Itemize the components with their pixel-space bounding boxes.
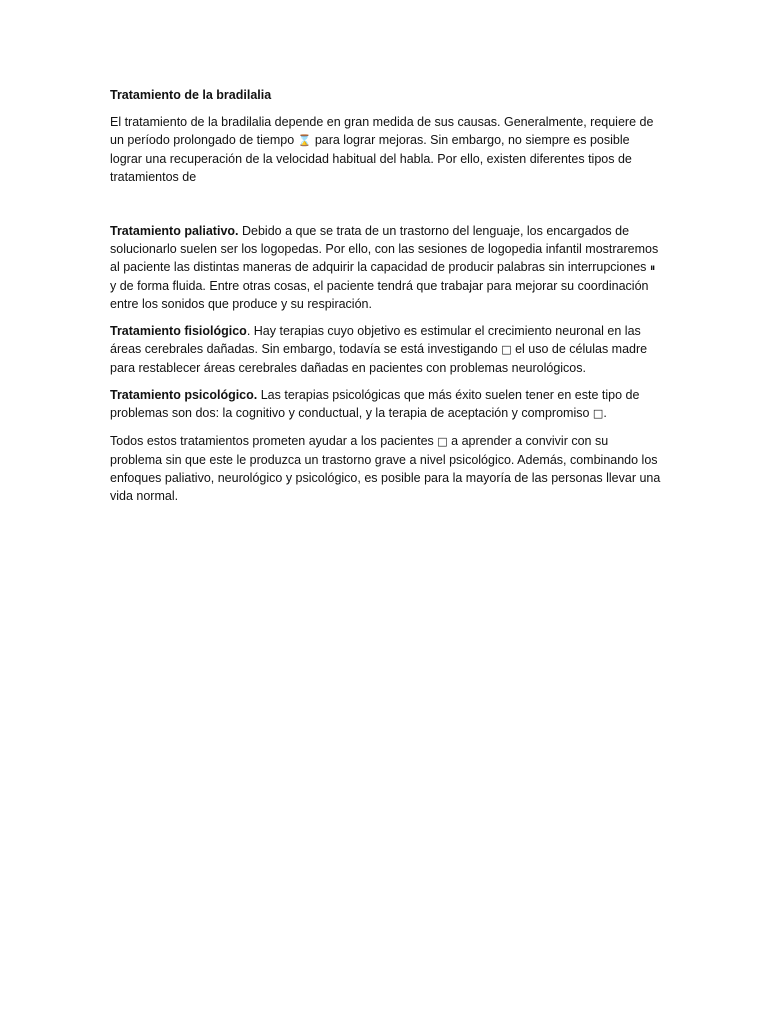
- paliativo-text-2: y de forma fluida. Entre otras cosas, el paciente tendrá que trabajar para mejorar su coordinación entre los sonidos que produce y su respiración.: [110, 279, 649, 311]
- missing-glyph-icon: □: [501, 343, 512, 356]
- conclusion-text-2: a aprender a convivir con su problema sin que este le produzca un trastorno grave a nivel psicológico. Además, combinando los enfoques paliativo, neurológico y psicológico, es posible para la mayoría de las personas llevar una vida normal.: [110, 434, 661, 503]
- fisiologico-paragraph: [110, 322, 662, 377]
- document-page: [110, 86, 662, 514]
- intro-text-2: para lograr mejoras. Sin embargo, no siempre es posible lograr una recuperación de la velocidad habitual del habla. Por ello, existen diferentes tipos de tratamientos de: [110, 133, 632, 184]
- psicologico-text-2: .: [603, 406, 607, 420]
- pause-icon: ⏸: [649, 261, 656, 274]
- hourglass-icon: ⌛: [297, 134, 312, 147]
- conclusion-paragraph: [110, 432, 662, 505]
- psicologico-paragraph: [110, 386, 662, 423]
- missing-glyph-icon: □: [592, 407, 604, 420]
- paliativo-paragraph: [110, 222, 662, 313]
- intro-paragraph: [110, 113, 662, 186]
- fisiologico-text-1: . Hay terapias cuyo objetivo es estimular el crecimiento neuronal en las áreas cerebrales dañadas. Sin embargo, todavía se está investigando: [110, 324, 641, 356]
- fisiologico-heading: Tratamiento fisiológico: [110, 324, 247, 338]
- fisiologico-text-2: el uso de células madre para restablecer áreas cerebrales dañadas en pacientes con problemas neurológicos.: [110, 342, 648, 375]
- paliativo-text-1: Debido a que se trata de un trastorno del lenguaje, los encargados de solucionarlo suelen ser los logopedas. Por ello, con las sesiones de logopedia infantil mostraremos al paciente las distintas maneras de adquirir la capacidad de producir palabras sin interrupciones: [110, 224, 659, 274]
- psicologico-text-1: Las terapias psicológicas que más éxito suelen tener en este tipo de problemas son dos: la cognitivo y conductual, y la terapia de aceptación y compromiso: [110, 388, 640, 420]
- document-title: Tratamiento de la bradilalia: [110, 88, 272, 102]
- conclusion-text-1: Todos estos tratamientos prometen ayudar a los pacientes: [110, 434, 438, 448]
- psicologico-heading: Tratamiento psicológico.: [110, 388, 258, 402]
- missing-glyph-icon: □: [437, 435, 448, 448]
- paliativo-heading: Tratamiento paliativo.: [110, 224, 239, 238]
- intro-text-1: El tratamiento de la bradilalia depende en gran medida de sus causas. Generalmente, requiere de un período prolongado de tiempo: [110, 115, 654, 147]
